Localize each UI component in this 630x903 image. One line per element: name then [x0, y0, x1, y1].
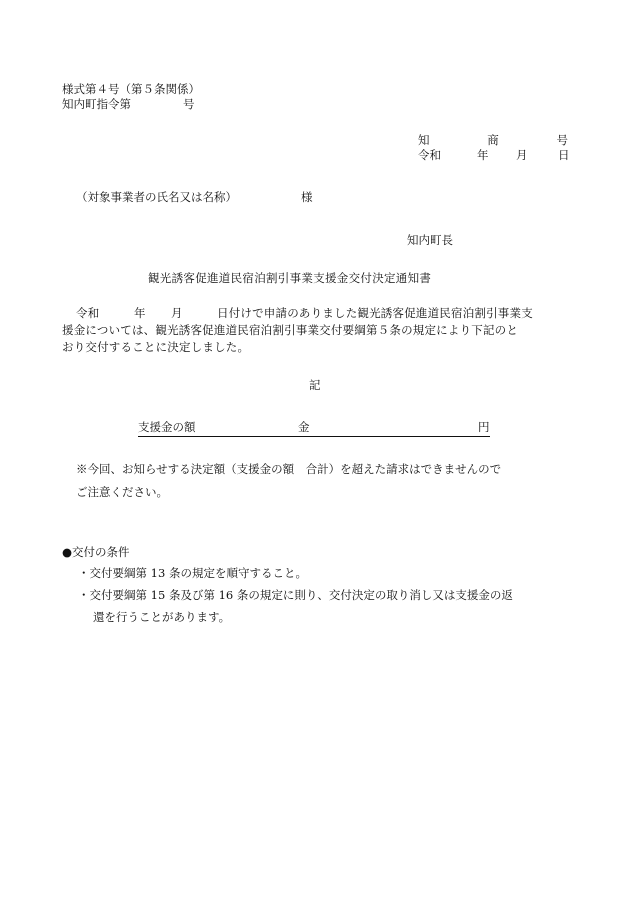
ki-mark: 記	[309, 378, 321, 392]
document-title: 観光誘客促進道民宿泊割引事業支援金交付決定通知書	[148, 271, 432, 285]
body-month: 月	[171, 306, 183, 320]
form-label: 様式第４号（第５条関係）	[62, 82, 200, 96]
notice	[76, 458, 576, 504]
recipient-honorific: 様	[301, 190, 313, 204]
body-line: おり交付することに決定しました。	[62, 340, 250, 354]
date-month: 月	[516, 148, 528, 162]
conditions-list	[78, 562, 578, 628]
issue-date	[418, 148, 570, 163]
body-rest: 日付けで申請のありました観光誘客促進道民宿泊割引事業支	[217, 306, 533, 320]
condition-item-continued: 還を行うことがあります。	[93, 610, 231, 624]
issuer-code-char: 知	[418, 133, 430, 147]
notice-line: ご注意ください。	[76, 485, 168, 499]
recipient-name: （対象事業者の氏名又は名称）	[76, 190, 237, 204]
body-year: 年	[134, 306, 146, 320]
sender: 知内町長	[407, 233, 453, 247]
body-line	[62, 305, 570, 322]
body-line: 援金については、観光誘客促進道民宿泊割引事業交付要綱第５条の規定により下記のと	[62, 323, 519, 337]
date-year: 年	[477, 148, 489, 162]
body-text	[62, 305, 570, 356]
amount-yen: 円	[478, 420, 490, 434]
condition-item: ・交付要綱第 15 条及び第 16 条の規定に則り、交付決定の取り消し又は支援金の返	[78, 588, 513, 602]
issuer-code-char: 商	[487, 133, 499, 147]
conditions-heading: ●交付の条件	[62, 545, 130, 559]
office-prefix: 知内町指令第	[62, 97, 131, 111]
condition-item: ・交付要綱第 13 条の規定を順守すること。	[78, 566, 307, 580]
issuer-code-char: 号	[556, 133, 568, 147]
office-suffix: 号	[183, 97, 195, 111]
issuer-code	[418, 133, 568, 148]
date-era: 令和	[418, 148, 441, 162]
amount-line	[138, 420, 490, 437]
amount-kin: 金	[298, 420, 310, 434]
date-day: 日	[558, 148, 570, 162]
notice-line: ※今回、お知らせする決定額（支援金の額 合計）を超えた請求はできませんので	[76, 462, 502, 476]
body-era: 令和	[76, 306, 100, 320]
amount-label: 支援金の額	[138, 420, 196, 434]
